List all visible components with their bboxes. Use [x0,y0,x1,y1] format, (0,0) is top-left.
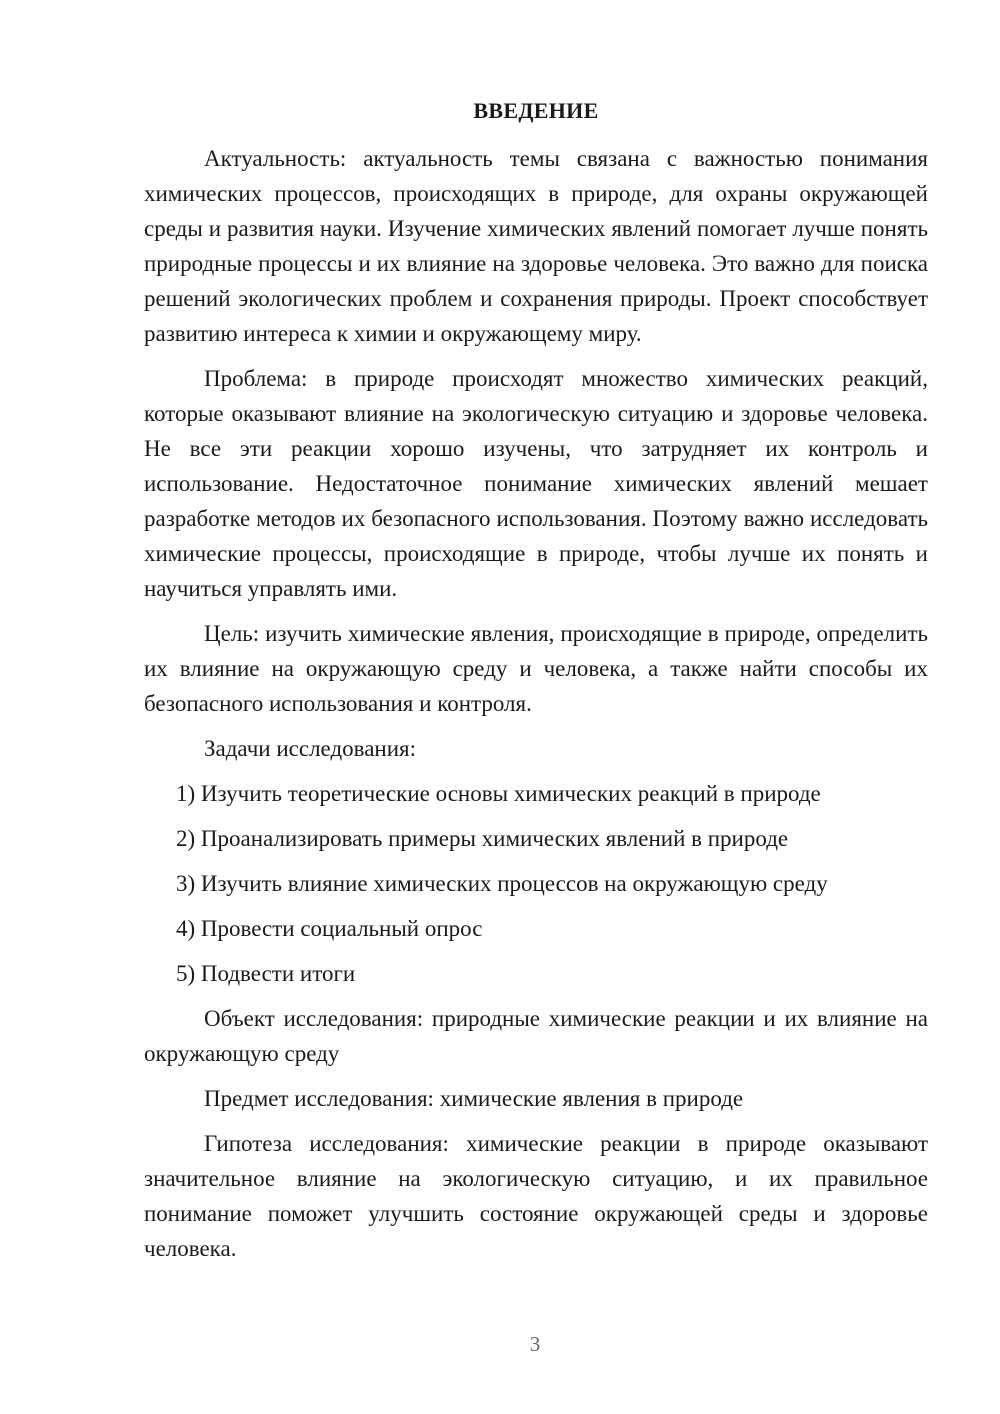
tasks-heading: Задачи исследования: [204,736,417,761]
problem-paragraph: Проблема: в природе происходят множество химических реакций, которые оказывают влияние на экологическую ситуацию и здоровье человека. Не все эти реакции хорошо изучены, что затрудняет их контроль и использование. Недостаточное понимание химических явлений мешает разработке методов их безопасного использования. Поэтому важно исследовать химические процессы, происходящие в природе, чтобы лучше их понять и научиться управлять ими. [144,366,928,601]
task-item-1: 1) Изучить теоретические основы химических реакций в природе [176,781,821,806]
page-number: 3 [529,1332,541,1356]
page-title: ВВЕДЕНИЕ [473,98,599,123]
relevance-paragraph: Актуальность: актуальность темы связана с важностью понимания химических процессов, происходящих в природе, для охраны окружающей среды и развития науки. Изучение химических явлений помогает лучше понять природные процессы и их влияние на здоровье человека. Это важно для поиска решений экологических проблем и сохранения природы. Проект способствует развитию интереса к химии и окружающему миру. [144,146,928,346]
hypothesis-paragraph: Гипотеза исследования: химические реакции в природе оказывают значительное влияние на экологическую ситуацию, и их правильное понимание поможет улучшить состояние окружающей среды и здоровье человека. [144,1131,928,1261]
page-content [144,93,928,1276]
goal-paragraph: Цель: изучить химические явления, происходящие в природе, определить их влияние на окружающую среду и человека, а также найти способы их безопасного использования и контроля. [144,621,928,716]
subject-paragraph: Предмет исследования: химические явления в природе [204,1086,744,1111]
task-list [144,776,928,991]
task-item-3: 3) Изучить влияние химических процессов на окружающую среду [176,871,828,896]
task-item-5: 5) Подвести итоги [176,961,356,986]
task-item-2: 2) Проанализировать примеры химических явлений в природе [176,826,789,851]
task-item-4: 4) Провести социальный опрос [176,916,483,941]
object-paragraph: Объект исследования: природные химические реакции и их влияние на окружающую среду [144,1006,928,1066]
